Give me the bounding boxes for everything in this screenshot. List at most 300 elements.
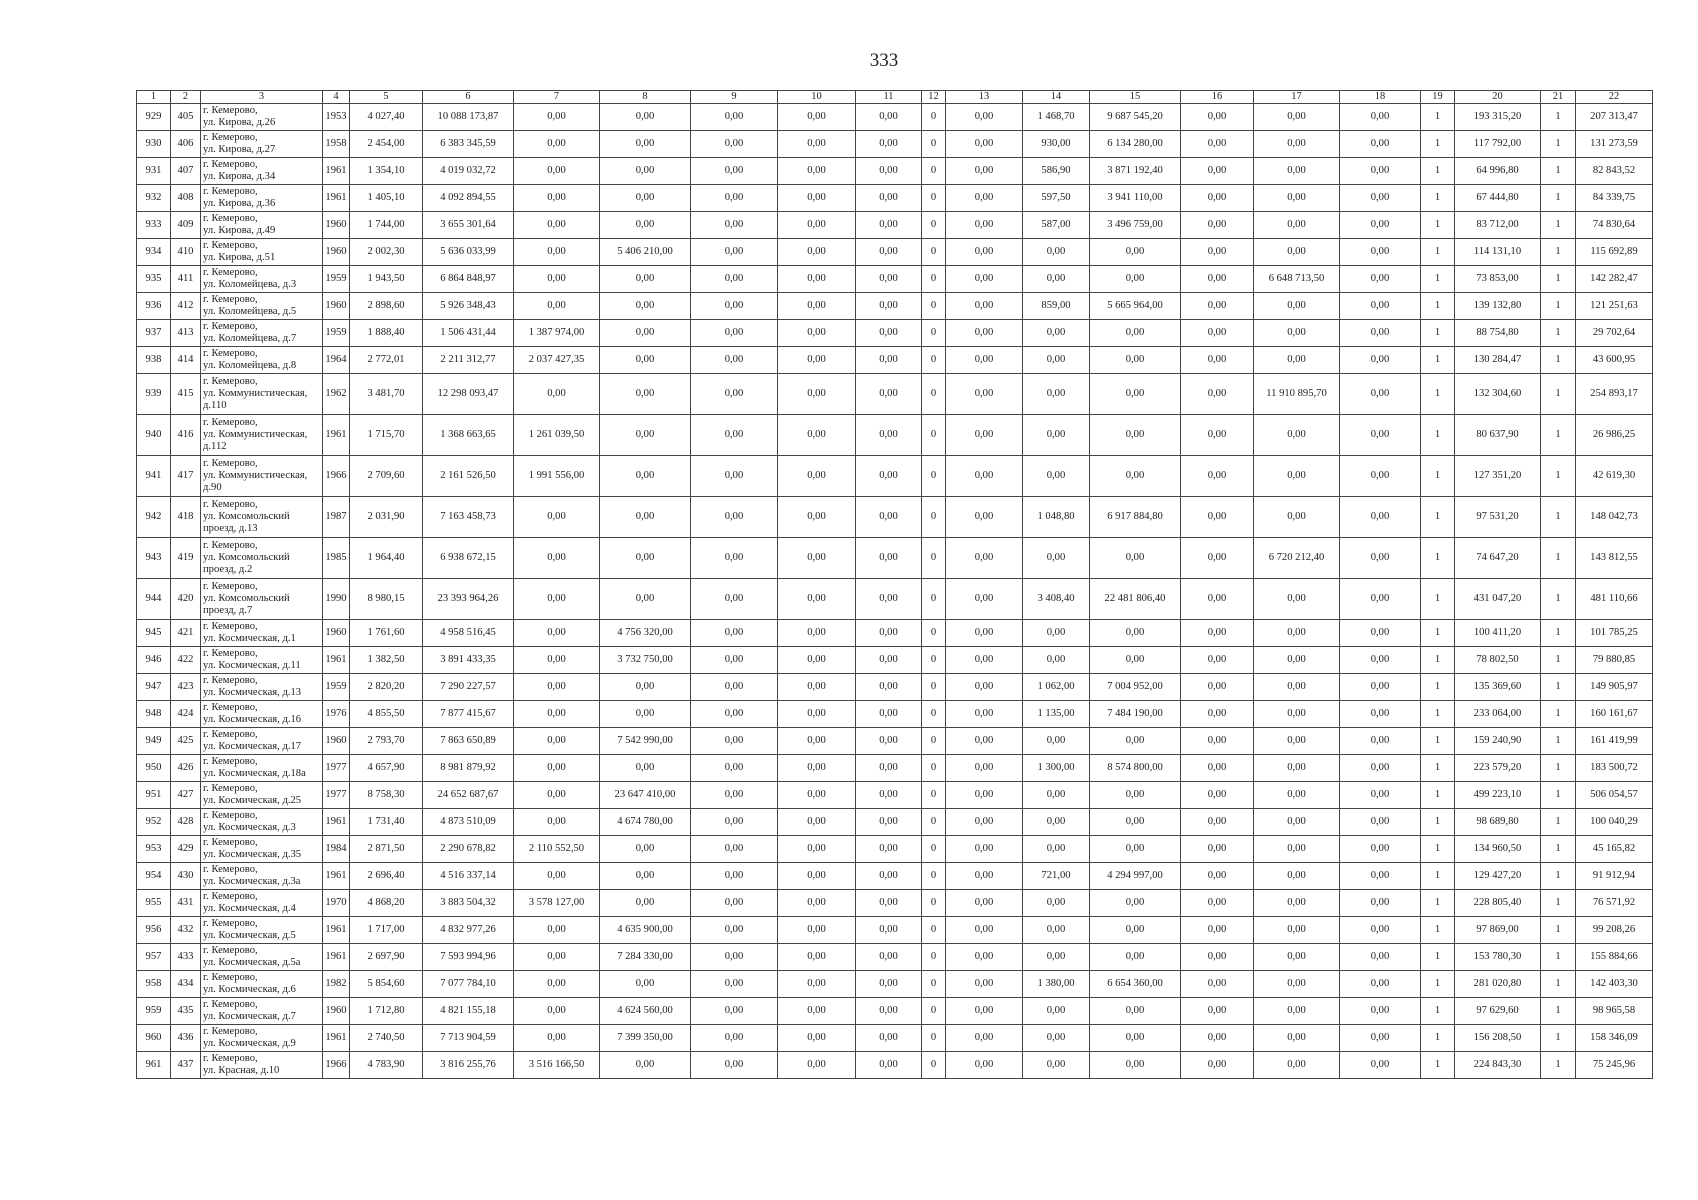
table-cell: 0,00 (514, 863, 600, 890)
table-cell: 1 (1421, 579, 1455, 620)
column-header: 6 (423, 91, 514, 104)
table-cell: 0 (922, 836, 946, 863)
table-cell: 0,00 (1181, 1052, 1254, 1079)
table-cell: 936 (137, 293, 171, 320)
table-cell: 4 674 780,00 (600, 809, 691, 836)
table-cell: 0,00 (1181, 647, 1254, 674)
table-cell: 0,00 (1254, 239, 1340, 266)
table-cell: 1 (1421, 674, 1455, 701)
table-cell: 0,00 (1181, 728, 1254, 755)
table-cell: 0,00 (691, 131, 778, 158)
table-cell: 0,00 (1181, 374, 1254, 415)
table-cell: 1 062,00 (1023, 674, 1090, 701)
table-cell: 0,00 (946, 674, 1023, 701)
table-cell: 506 054,57 (1576, 782, 1653, 809)
table-cell: 0,00 (1340, 674, 1421, 701)
table-cell: 1966 (323, 456, 350, 497)
table-cell: 281 020,80 (1455, 971, 1541, 998)
table-cell: 1 (1541, 374, 1576, 415)
table-cell: 0,00 (1340, 971, 1421, 998)
address-cell (201, 185, 323, 212)
address-line: проезд, д.7 (203, 605, 253, 616)
table-cell: 3 481,70 (350, 374, 423, 415)
address-line: ул. Красная, д.10 (203, 1065, 280, 1076)
column-header: 1 (137, 91, 171, 104)
table-cell: 0,00 (1181, 701, 1254, 728)
table-cell: 1953 (323, 104, 350, 131)
table-cell: 6 134 280,00 (1090, 131, 1181, 158)
table-cell: 1 888,40 (350, 320, 423, 347)
table-cell: 0,00 (856, 497, 922, 538)
column-header: 13 (946, 91, 1023, 104)
table-cell: 0,00 (1340, 579, 1421, 620)
table-cell: 0,00 (1090, 415, 1181, 456)
address-line: г. Кемерово, (203, 132, 258, 143)
table-cell: 0 (922, 293, 946, 320)
table-cell: 0,00 (691, 755, 778, 782)
address-cell (201, 998, 323, 1025)
table-cell: 1 (1421, 212, 1455, 239)
table-cell: 23 647 410,00 (600, 782, 691, 809)
table-row (137, 266, 1653, 293)
table-cell: 0,00 (691, 293, 778, 320)
table-cell: 939 (137, 374, 171, 415)
table-cell: 0,00 (514, 185, 600, 212)
table-cell: 142 282,47 (1576, 266, 1653, 293)
table-cell: 6 864 848,97 (423, 266, 514, 293)
table-cell: 0,00 (1090, 647, 1181, 674)
table-cell: 1 (1541, 538, 1576, 579)
table-cell: 132 304,60 (1455, 374, 1541, 415)
table-cell: 0,00 (1023, 836, 1090, 863)
table-cell: 0,00 (1340, 158, 1421, 185)
table-cell: 5 406 210,00 (600, 239, 691, 266)
table-cell: 931 (137, 158, 171, 185)
table-cell: 0,00 (691, 239, 778, 266)
table-cell: 0 (922, 158, 946, 185)
table-cell: 0,00 (1254, 131, 1340, 158)
table-cell: 7 399 350,00 (600, 1025, 691, 1052)
table-cell: 941 (137, 456, 171, 497)
table-cell: 4 868,20 (350, 890, 423, 917)
table-cell: 1984 (323, 836, 350, 863)
table-cell: 0,00 (1340, 347, 1421, 374)
table-cell: 930 (137, 131, 171, 158)
table-cell: 0,00 (514, 212, 600, 239)
table-cell: 1 (1541, 347, 1576, 374)
table-cell: 415 (171, 374, 201, 415)
table-cell: 0,00 (1023, 538, 1090, 579)
table-cell: 0,00 (1340, 104, 1421, 131)
table-cell: 1960 (323, 293, 350, 320)
address-line: ул. Космическая, д.6 (203, 984, 296, 995)
table-cell: 0 (922, 647, 946, 674)
table-cell: 0,00 (514, 538, 600, 579)
table-cell: 429 (171, 836, 201, 863)
table-cell: 148 042,73 (1576, 497, 1653, 538)
table-cell: 0,00 (514, 674, 600, 701)
column-header: 19 (1421, 91, 1455, 104)
table-cell: 0,00 (946, 415, 1023, 456)
table-cell: 1 (1541, 239, 1576, 266)
table-cell: 0,00 (1340, 728, 1421, 755)
table-cell: 0,00 (1023, 374, 1090, 415)
address-line: г. Кемерово, (203, 621, 258, 632)
table-cell: 0,00 (1340, 917, 1421, 944)
table-cell: 22 481 806,40 (1090, 579, 1181, 620)
table-cell: 0,00 (946, 185, 1023, 212)
table-cell: 433 (171, 944, 201, 971)
column-header: 7 (514, 91, 600, 104)
table-cell: 0,00 (514, 917, 600, 944)
table-cell: 7 542 990,00 (600, 728, 691, 755)
address-cell (201, 971, 323, 998)
table-cell: 0,00 (1023, 456, 1090, 497)
table-cell: 958 (137, 971, 171, 998)
table-cell: 2 740,50 (350, 1025, 423, 1052)
table-cell: 0,00 (1090, 620, 1181, 647)
table-cell: 0,00 (856, 538, 922, 579)
address-line: г. Кемерово, (203, 729, 258, 740)
table-cell: 4 821 155,18 (423, 998, 514, 1025)
table-cell: 1 (1421, 415, 1455, 456)
header-row (137, 91, 1653, 104)
table-cell: 159 240,90 (1455, 728, 1541, 755)
table-cell: 1 964,40 (350, 538, 423, 579)
table-cell: 0,00 (1254, 971, 1340, 998)
table-cell: 0,00 (600, 347, 691, 374)
table-cell: 0,00 (691, 415, 778, 456)
table-cell: 0,00 (856, 239, 922, 266)
table-cell: 0,00 (1340, 647, 1421, 674)
table-cell: 0,00 (1181, 104, 1254, 131)
table-cell: 4 657,90 (350, 755, 423, 782)
table-cell: 0,00 (514, 647, 600, 674)
address-cell (201, 836, 323, 863)
table-cell: 0,00 (778, 620, 856, 647)
address-line: г. Кемерово, (203, 864, 258, 875)
table-cell: 0,00 (1181, 497, 1254, 538)
address-line: ул. Кирова, д.49 (203, 225, 276, 236)
address-line: д.110 (203, 400, 227, 411)
table-cell: 0,00 (946, 579, 1023, 620)
table-cell: 1 (1421, 266, 1455, 293)
table-cell: 597,50 (1023, 185, 1090, 212)
address-line: ул. Кирова, д.34 (203, 171, 276, 182)
table-cell: 1959 (323, 674, 350, 701)
table-cell: 4 832 977,26 (423, 917, 514, 944)
table-cell: 131 273,59 (1576, 131, 1653, 158)
table-cell: 959 (137, 998, 171, 1025)
table-cell: 0,00 (1254, 944, 1340, 971)
table-cell: 42 619,30 (1576, 456, 1653, 497)
table-cell: 0,00 (691, 917, 778, 944)
table-cell: 1 (1541, 917, 1576, 944)
column-header: 21 (1541, 91, 1576, 104)
table-cell: 1 (1541, 185, 1576, 212)
table-cell: 0 (922, 890, 946, 917)
table-cell: 1 (1541, 836, 1576, 863)
table-cell: 0,00 (946, 538, 1023, 579)
table-cell: 9 687 545,20 (1090, 104, 1181, 131)
table-cell: 952 (137, 809, 171, 836)
table-cell: 4 855,50 (350, 701, 423, 728)
table-cell: 0,00 (946, 266, 1023, 293)
table-row (137, 1025, 1653, 1052)
table-cell: 0,00 (600, 971, 691, 998)
table-cell: 0,00 (600, 212, 691, 239)
table-cell: 929 (137, 104, 171, 131)
table-cell: 0,00 (514, 266, 600, 293)
table-cell: 0,00 (1023, 1025, 1090, 1052)
table-cell: 5 636 033,99 (423, 239, 514, 266)
table-cell: 0 (922, 579, 946, 620)
table-cell: 254 893,17 (1576, 374, 1653, 415)
table-cell: 4 624 560,00 (600, 998, 691, 1025)
table-cell: 0,00 (856, 917, 922, 944)
table-cell: 0,00 (1340, 293, 1421, 320)
table-row (137, 836, 1653, 863)
address-line: проезд, д.13 (203, 523, 258, 534)
table-cell: 1985 (323, 538, 350, 579)
table-cell: 0,00 (856, 1025, 922, 1052)
table-cell: 6 917 884,80 (1090, 497, 1181, 538)
table-row (137, 890, 1653, 917)
table-cell: 0,00 (1254, 579, 1340, 620)
column-header: 9 (691, 91, 778, 104)
table-cell: 0,00 (856, 374, 922, 415)
table-cell: 0,00 (514, 104, 600, 131)
table-cell: 0,00 (691, 158, 778, 185)
table-cell: 0,00 (1090, 538, 1181, 579)
table-cell: 2 709,60 (350, 456, 423, 497)
table-cell: 0,00 (778, 701, 856, 728)
table-cell: 0,00 (778, 293, 856, 320)
address-cell (201, 497, 323, 538)
table-cell: 0,00 (778, 944, 856, 971)
table-cell: 0,00 (856, 647, 922, 674)
table-cell: 0,00 (856, 347, 922, 374)
table-cell: 0,00 (1340, 212, 1421, 239)
table-cell: 0,00 (778, 647, 856, 674)
table-cell: 1 (1421, 320, 1455, 347)
address-line: ул. Космическая, д.7 (203, 1011, 296, 1022)
table-cell: 1961 (323, 647, 350, 674)
table-cell: 0,00 (1090, 917, 1181, 944)
table-cell: 0,00 (1340, 266, 1421, 293)
table-cell: 0,00 (778, 1025, 856, 1052)
table-cell: 414 (171, 347, 201, 374)
table-cell: 0,00 (856, 701, 922, 728)
table-cell: 79 880,85 (1576, 647, 1653, 674)
table-cell: 0 (922, 755, 946, 782)
table-cell: 0,00 (946, 701, 1023, 728)
column-header: 10 (778, 91, 856, 104)
address-line: ул. Космическая, д.35 (203, 849, 302, 860)
table-cell: 3 516 166,50 (514, 1052, 600, 1079)
address-cell (201, 890, 323, 917)
table-cell: 955 (137, 890, 171, 917)
table-cell: 0,00 (946, 782, 1023, 809)
table-cell: 0,00 (1181, 266, 1254, 293)
table-cell: 859,00 (1023, 293, 1090, 320)
table-cell: 0,00 (1254, 917, 1340, 944)
table-cell: 0,00 (600, 701, 691, 728)
table-cell: 0 (922, 863, 946, 890)
address-line: г. Кемерово, (203, 321, 258, 332)
table-cell: 1 (1421, 239, 1455, 266)
table-cell: 0,00 (1181, 185, 1254, 212)
table-cell: 0 (922, 809, 946, 836)
table-cell: 0 (922, 239, 946, 266)
table-row (137, 497, 1653, 538)
table-cell: 418 (171, 497, 201, 538)
address-line: ул. Космическая, д.17 (203, 741, 302, 752)
table-cell: 97 531,20 (1455, 497, 1541, 538)
table-cell: 130 284,47 (1455, 347, 1541, 374)
table-cell: 0,00 (691, 185, 778, 212)
table-cell: 98 689,80 (1455, 809, 1541, 836)
table-row (137, 701, 1653, 728)
address-cell (201, 647, 323, 674)
table-cell: 7 284 330,00 (600, 944, 691, 971)
table-cell: 0,00 (946, 944, 1023, 971)
table-cell: 1 (1421, 374, 1455, 415)
table-cell: 1 (1541, 998, 1576, 1025)
table-cell: 0,00 (514, 728, 600, 755)
table-row (137, 415, 1653, 456)
table-cell: 0,00 (600, 836, 691, 863)
table-cell: 0,00 (1090, 1025, 1181, 1052)
table-cell: 0,00 (514, 782, 600, 809)
address-line: ул. Космическая, д.11 (203, 660, 301, 671)
table-cell: 0,00 (1090, 266, 1181, 293)
table-cell: 1 (1421, 620, 1455, 647)
table-cell: 0,00 (691, 701, 778, 728)
table-cell: 0 (922, 944, 946, 971)
table-cell: 183 500,72 (1576, 755, 1653, 782)
table-cell: 1 (1421, 497, 1455, 538)
table-row (137, 104, 1653, 131)
table-cell: 0 (922, 212, 946, 239)
table-cell: 0,00 (1181, 836, 1254, 863)
table-cell: 954 (137, 863, 171, 890)
table-cell: 0,00 (1023, 944, 1090, 971)
table-cell: 3 655 301,64 (423, 212, 514, 239)
table-cell: 0 (922, 415, 946, 456)
table-cell: 0,00 (600, 374, 691, 415)
table-cell: 481 110,66 (1576, 579, 1653, 620)
address-cell (201, 863, 323, 890)
table-cell: 0,00 (514, 701, 600, 728)
address-line: ул. Комсомольский (203, 552, 290, 563)
table-cell: 499 223,10 (1455, 782, 1541, 809)
table-cell: 115 692,89 (1576, 239, 1653, 266)
table-cell: 0 (922, 971, 946, 998)
table-cell: 7 877 415,67 (423, 701, 514, 728)
address-cell (201, 782, 323, 809)
table-cell: 4 027,40 (350, 104, 423, 131)
table-cell: 0 (922, 497, 946, 538)
table-cell: 0,00 (1254, 456, 1340, 497)
table-row (137, 971, 1653, 998)
table-cell: 0,00 (600, 104, 691, 131)
table-cell: 5 665 964,00 (1090, 293, 1181, 320)
table-cell: 6 648 713,50 (1254, 266, 1340, 293)
address-cell (201, 755, 323, 782)
table-cell: 161 419,99 (1576, 728, 1653, 755)
table-cell: 0,00 (1254, 320, 1340, 347)
table-cell: 0,00 (778, 415, 856, 456)
table-cell: 0,00 (1254, 647, 1340, 674)
address-line: ул. Коммунистическая, (203, 470, 308, 481)
table-cell: 947 (137, 674, 171, 701)
table-cell: 0,00 (1090, 320, 1181, 347)
table-cell: 0,00 (778, 674, 856, 701)
address-cell (201, 1052, 323, 1079)
table-cell: 1 354,10 (350, 158, 423, 185)
table-cell: 419 (171, 538, 201, 579)
table-cell: 0,00 (1340, 415, 1421, 456)
table-cell: 4 019 032,72 (423, 158, 514, 185)
table-cell: 0,00 (1340, 456, 1421, 497)
table-cell: 932 (137, 185, 171, 212)
column-header: 8 (600, 91, 691, 104)
address-line: ул. Космическая, д.1 (203, 633, 296, 644)
table-cell: 0,00 (946, 998, 1023, 1025)
table-cell: 0,00 (946, 131, 1023, 158)
table-cell: 1 (1421, 185, 1455, 212)
address-cell (201, 131, 323, 158)
table-cell: 0,00 (1181, 917, 1254, 944)
table-cell: 158 346,09 (1576, 1025, 1653, 1052)
table-cell: 1 (1421, 1025, 1455, 1052)
table-cell: 0,00 (1181, 863, 1254, 890)
address-line: г. Кемерово, (203, 783, 258, 794)
address-line: ул. Космическая, д.5 (203, 930, 296, 941)
column-header: 12 (922, 91, 946, 104)
table-cell: 1 (1541, 131, 1576, 158)
table-cell: 2 772,01 (350, 347, 423, 374)
table-cell: 1 387 974,00 (514, 320, 600, 347)
table-cell: 1960 (323, 212, 350, 239)
table-cell: 1 (1421, 647, 1455, 674)
table-cell: 1987 (323, 497, 350, 538)
table-cell: 0,00 (600, 158, 691, 185)
table-cell: 436 (171, 1025, 201, 1052)
table-cell: 0 (922, 917, 946, 944)
table-cell: 0,00 (1181, 782, 1254, 809)
table-cell: 0,00 (1090, 998, 1181, 1025)
table-cell: 0,00 (600, 415, 691, 456)
address-cell (201, 1025, 323, 1052)
table-cell: 24 652 687,67 (423, 782, 514, 809)
table-cell: 416 (171, 415, 201, 456)
address-line: г. Кемерово, (203, 376, 258, 387)
table-cell: 0,00 (856, 755, 922, 782)
column-header: 2 (171, 91, 201, 104)
table-cell: 0,00 (1254, 836, 1340, 863)
table-cell: 6 720 212,40 (1254, 538, 1340, 579)
table-cell: 432 (171, 917, 201, 944)
table-cell: 427 (171, 782, 201, 809)
table-cell: 405 (171, 104, 201, 131)
address-cell (201, 620, 323, 647)
table-cell: 0,00 (1254, 620, 1340, 647)
table-cell: 3 941 110,00 (1090, 185, 1181, 212)
table-cell: 0,00 (1340, 497, 1421, 538)
table-cell: 721,00 (1023, 863, 1090, 890)
